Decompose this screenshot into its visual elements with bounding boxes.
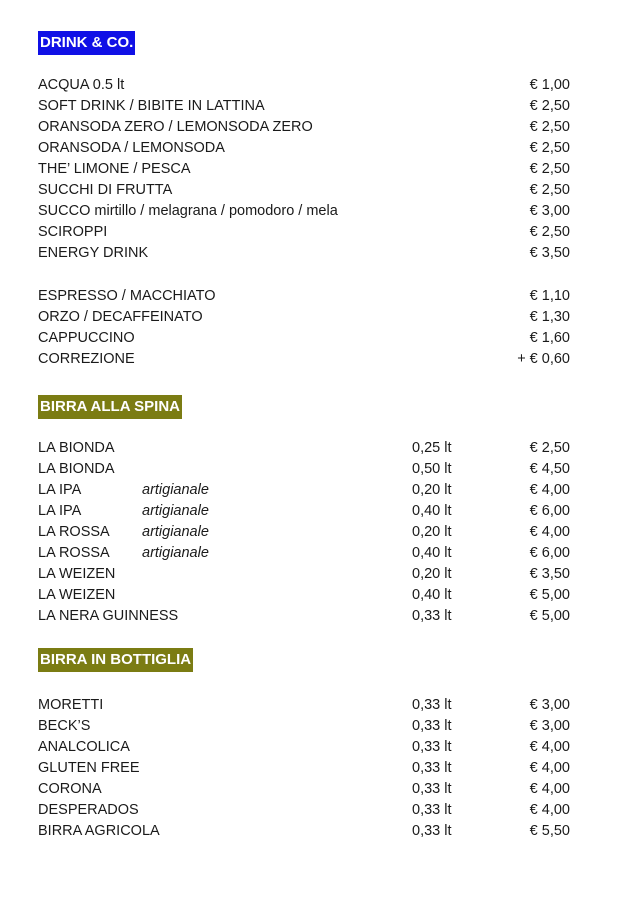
item-price: € 1,30: [529, 309, 570, 325]
item-price: € 3,50: [529, 245, 570, 261]
item-price: € 2,50: [529, 182, 570, 198]
menu-item: [38, 758, 570, 779]
item-note: artigianale: [142, 545, 209, 561]
item-price: € 2,50: [529, 161, 570, 177]
menu-item: [38, 96, 570, 117]
item-name: ACQUA 0.5 lt: [38, 77, 125, 93]
menu-item: [38, 480, 570, 501]
menu-item: [38, 138, 570, 159]
item-size: 0,40 lt: [412, 503, 452, 519]
item-size: 0,33 lt: [412, 802, 452, 818]
item-note: artigianale: [142, 482, 209, 498]
item-name: CORONA: [38, 781, 102, 797]
item-name: BECK’S: [38, 718, 91, 734]
item-name: ENERGY DRINK: [38, 245, 149, 261]
item-price: € 3,00: [529, 718, 570, 734]
item-price: € 1,10: [529, 288, 570, 304]
menu-item: [38, 564, 570, 585]
item-name: LA ROSSA: [38, 524, 110, 540]
item-size: 0,33 lt: [412, 781, 452, 797]
item-name: LA ROSSA: [38, 545, 110, 561]
item-size: 0,40 lt: [412, 587, 452, 603]
menu-item: [38, 800, 570, 821]
item-price: € 2,50: [529, 440, 570, 456]
section-title-spina: BIRRA ALLA SPINA: [38, 395, 182, 419]
item-name: LA BIONDA: [38, 461, 115, 477]
menu-item: [38, 438, 570, 459]
item-size: 0,25 lt: [412, 440, 452, 456]
menu-item: [38, 222, 570, 243]
item-price: € 4,00: [529, 781, 570, 797]
item-name: GLUTEN FREE: [38, 760, 140, 776]
menu-item: [38, 201, 570, 222]
item-name: SUCCHI DI FRUTTA: [38, 182, 173, 198]
item-name: MORETTI: [38, 697, 104, 713]
menu-item: [38, 117, 570, 138]
item-name: BIRRA AGRICOLA: [38, 823, 160, 839]
menu-item: [38, 349, 570, 370]
menu-item: [38, 307, 570, 328]
item-name: CORREZIONE: [38, 351, 135, 367]
item-name: DESPERADOS: [38, 802, 139, 818]
menu-item: [38, 606, 570, 627]
item-price: € 4,50: [529, 461, 570, 477]
item-size: 0,33 lt: [412, 718, 452, 734]
item-name: LA BIONDA: [38, 440, 115, 456]
item-price: € 4,00: [529, 482, 570, 498]
item-name: ANALCOLICA: [38, 739, 130, 755]
menu-item: [38, 779, 570, 800]
item-size: 0,33 lt: [412, 608, 452, 624]
item-price: € 5,00: [529, 587, 570, 603]
item-price: € 4,00: [529, 524, 570, 540]
item-name: THE’ LIMONE / PESCA: [38, 161, 191, 177]
menu-item: [38, 716, 570, 737]
item-size: 0,40 lt: [412, 545, 452, 561]
item-name: ORANSODA / LEMONSODA: [38, 140, 225, 156]
item-price: € 3,50: [529, 566, 570, 582]
menu-item: [38, 159, 570, 180]
menu-item: [38, 695, 570, 716]
item-name: LA WEIZEN: [38, 566, 116, 582]
item-name: SUCCO mirtillo / melagrana / pomodoro / mela: [38, 203, 338, 219]
item-name: CAPPUCCINO: [38, 330, 135, 346]
menu-item: [38, 75, 570, 96]
item-name: LA IPA: [38, 503, 82, 519]
item-price: € 4,00: [529, 802, 570, 818]
item-price: € 2,50: [529, 140, 570, 156]
item-size: 0,33 lt: [412, 739, 452, 755]
item-price: € 5,50: [529, 823, 570, 839]
item-name: ORANSODA ZERO / LEMONSODA ZERO: [38, 119, 313, 135]
item-name: SCIROPPI: [38, 224, 108, 240]
menu-item: [38, 243, 570, 264]
item-price: € 4,00: [529, 739, 570, 755]
item-note: artigianale: [142, 503, 209, 519]
item-price: € 5,00: [529, 608, 570, 624]
item-name: LA WEIZEN: [38, 587, 116, 603]
item-price: € 1,00: [529, 77, 570, 93]
menu-item: [38, 543, 570, 564]
menu-item: [38, 585, 570, 606]
item-price: € 3,00: [529, 697, 570, 713]
menu-item: [38, 286, 570, 307]
item-note: artigianale: [142, 524, 209, 540]
item-size: 0,20 lt: [412, 482, 452, 498]
item-price: + € 0,60: [517, 351, 570, 367]
menu-item: [38, 459, 570, 480]
item-size: 0,33 lt: [412, 823, 452, 839]
section-title-bottiglia: BIRRA IN BOTTIGLIA: [38, 648, 193, 672]
item-price: € 2,50: [529, 224, 570, 240]
menu-item: [38, 180, 570, 201]
menu-item: [38, 522, 570, 543]
item-size: 0,20 lt: [412, 566, 452, 582]
item-price: € 6,00: [529, 503, 570, 519]
item-name: LA IPA: [38, 482, 82, 498]
item-price: € 3,00: [529, 203, 570, 219]
menu-item: [38, 328, 570, 349]
item-size: 0,20 lt: [412, 524, 452, 540]
section-title-drink: DRINK & CO.: [38, 31, 135, 55]
item-size: 0,50 lt: [412, 461, 452, 477]
item-price: € 1,60: [529, 330, 570, 346]
item-size: 0,33 lt: [412, 760, 452, 776]
menu-item: [38, 501, 570, 522]
item-name: SOFT DRINK / BIBITE IN LATTINA: [38, 98, 265, 114]
item-name: LA NERA GUINNESS: [38, 608, 179, 624]
item-price: € 2,50: [529, 119, 570, 135]
item-price: € 6,00: [529, 545, 570, 561]
item-name: ESPRESSO / MACCHIATO: [38, 288, 216, 304]
item-name: ORZO / DECAFFEINATO: [38, 309, 203, 325]
menu-item: [38, 737, 570, 758]
menu-item: [38, 821, 570, 842]
item-size: 0,33 lt: [412, 697, 452, 713]
item-price: € 4,00: [529, 760, 570, 776]
item-price: € 2,50: [529, 98, 570, 114]
